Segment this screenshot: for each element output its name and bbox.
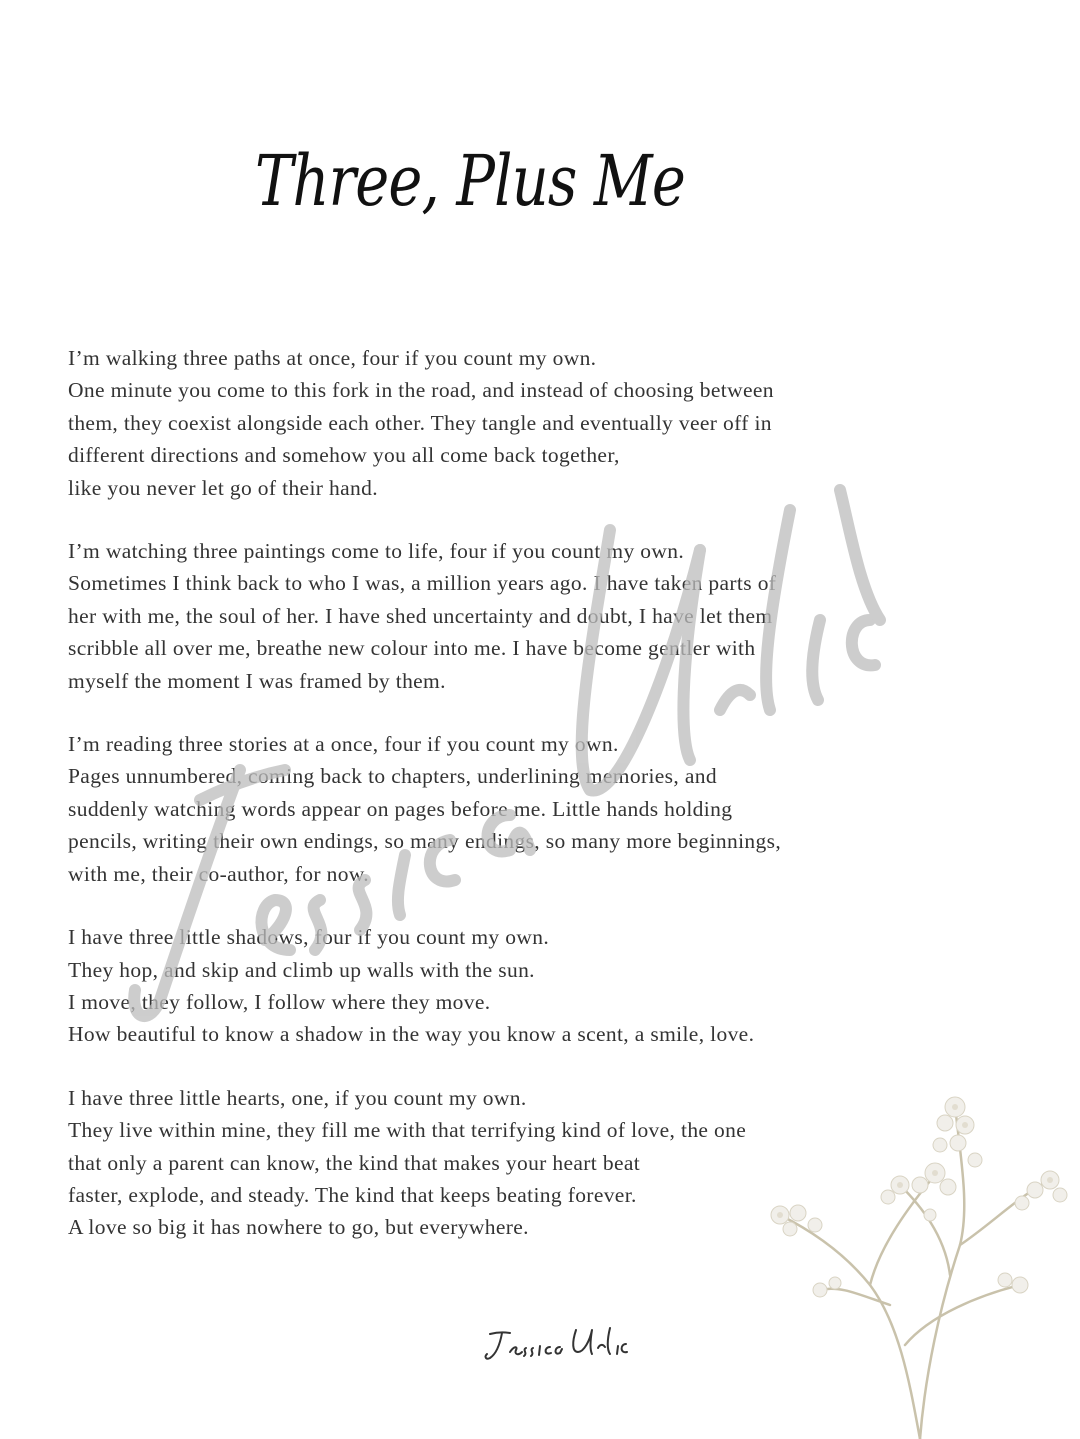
poem-line: faster, explode, and steady. The kind that keeps beating forever. xyxy=(68,1182,637,1207)
poem-line: that only a parent can know, the kind that makes your heart beat xyxy=(68,1150,641,1175)
poem-line: One minute you come to this fork in the road, and instead of choosing between xyxy=(68,378,774,403)
dried-flower-icon xyxy=(760,1085,1080,1439)
poem-line: her with me, the soul of her. I have shed uncertainty and doubt, I have let them xyxy=(68,603,773,628)
stanza-4 xyxy=(68,921,888,1051)
poem-line: How beautiful to know a shadow in the way you know a scent, a smile, love. xyxy=(68,1022,755,1047)
poem-line: I have three little hearts, one, if you count my own. xyxy=(68,1085,527,1110)
poem-line: A love so big it has nowhere to go, but everywhere. xyxy=(68,1215,529,1240)
stanza-2 xyxy=(68,535,888,697)
poem-line: I move, they follow, I follow where they move. xyxy=(68,989,491,1014)
poem-line: like you never let go of their hand. xyxy=(68,475,378,500)
stanza-3 xyxy=(68,728,888,890)
poem-title: Three, Plus Me xyxy=(254,140,686,222)
author-signature xyxy=(480,1322,630,1366)
poem-line: I’m walking three paths at once, four if you count my own. xyxy=(68,346,597,370)
poem-line: pencils, writing their own endings, so many endings, so many more beginnings, xyxy=(68,829,782,854)
poem-line: myself the moment I was framed by them. xyxy=(68,668,446,693)
poem-line: I have three little shadows, four if you count my own. xyxy=(68,925,550,950)
poem-line: I’m reading three stories at a once, four if you count my own. xyxy=(68,732,619,757)
poem-line: suddenly watching words appear on pages before me. Little hands holding xyxy=(68,796,733,821)
poem-line: with me, their co-author, for now. xyxy=(68,861,370,886)
poem-line: They live within mine, they fill me with that terrifying kind of love, the one xyxy=(68,1118,747,1143)
poem-line: Sometimes I think back to who I was, a million years ago. I have taken parts of xyxy=(68,571,777,596)
poem-line: Pages unnumbered, coming back to chapters, underlining memories, and xyxy=(68,764,717,789)
stanza-1 xyxy=(68,342,888,504)
poem-line: They hop, and skip and climb up walls with the sun. xyxy=(68,957,535,982)
poem-line: them, they coexist alongside each other. They tangle and eventually veer off in xyxy=(68,410,772,435)
poem-line: scribble all over me, breathe new colour into me. I have become gentler with xyxy=(68,636,756,661)
poem-line: different directions and somehow you all come back together, xyxy=(68,443,620,468)
poem-line: I’m watching three paintings come to life, four if you count my own. xyxy=(68,539,685,564)
